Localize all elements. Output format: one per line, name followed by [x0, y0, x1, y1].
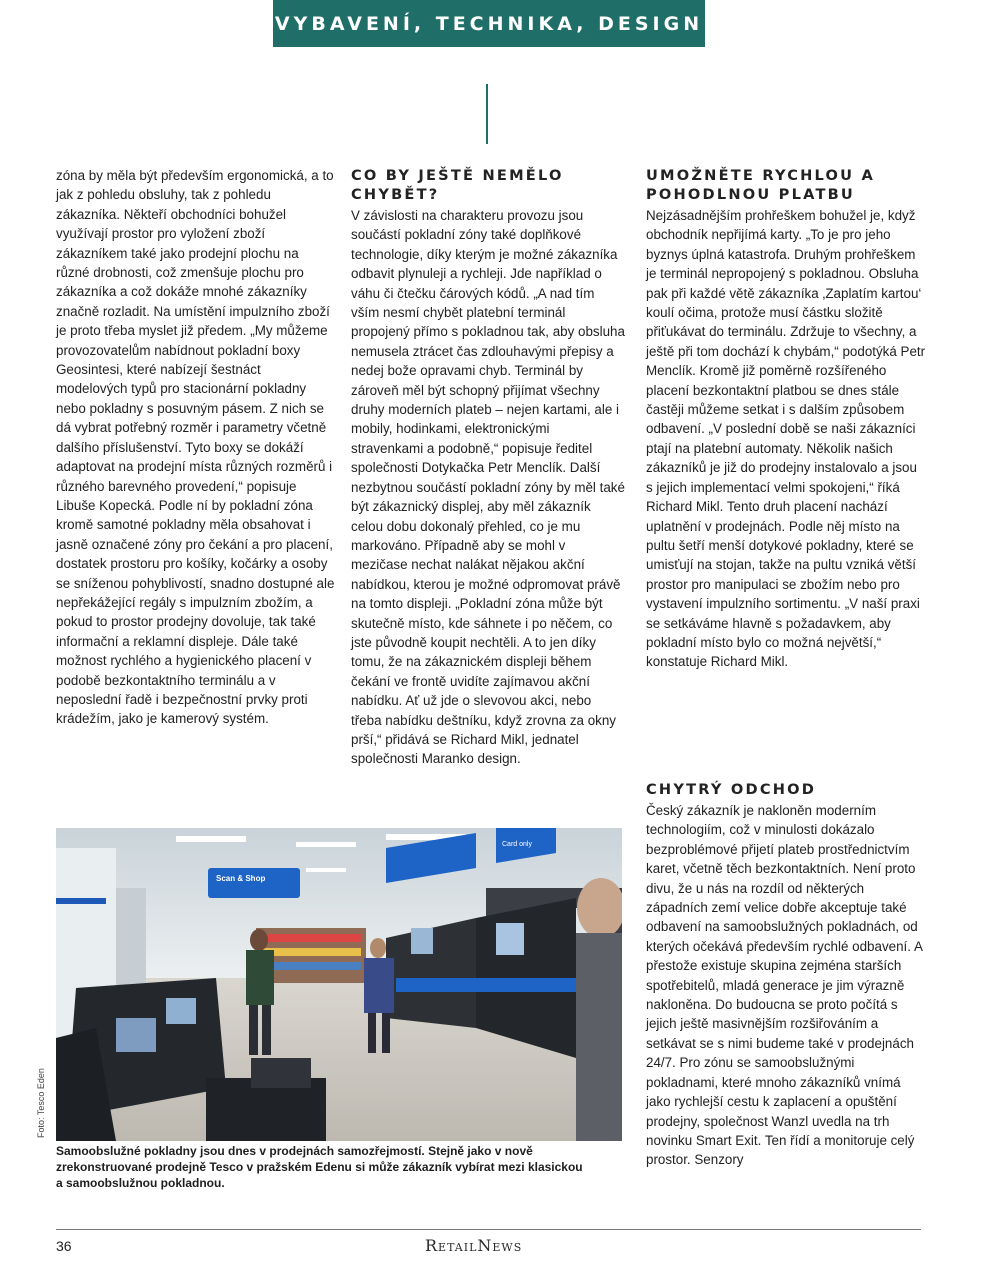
page-number: 36 — [56, 1238, 72, 1254]
section-banner — [273, 0, 705, 47]
photo-caption: Samoobslužné pokladny jsou dnes v prodejnách samozřejmostí. Stejně jako v nově zrekonstruované prodejně Tesco v pražském Edenu si může zákazník vybírat mezi klasickou a samoobslužnou pokladnou. — [56, 1144, 583, 1190]
column-2-text: V závislosti na charakteru provozu jsou součástí pokladní zóny také doplňkové technologie, díky kterým je možné zákazníka odbavit plynuleji a rychleji. Jde například o váhu či čtečku čárových kódů. „A nad tím vším nesmí chybět platební terminál propojený přímo s pokladnou tak, aby obsluha nemusela ztrácet čas zdlouhavými přepisy a nedej bože opravami chyb. Terminál by zároveň měl být schopný přijímat všechny druhy moderních plateb – nejen kartami, ale i mobily, hodinkami, elektronickými stravenkami a podobně,“ popisuje ředitel společnosti Dotykačka Petr Menclík. Další nezbytnou součástí pokladní zóny by měl také být zákaznický displej, aby měl zákazník celou dobu dokonalý přehled, co je mu markováno. Případně aby se mohl v mezičase nechat nalákat nějakou akční nabídkou, kterou je možné odpromovat právě na tomto displeji. „Pokladní zóna může být skutečně místo, kde sáhnete i po něčem, co jste původně koupit nechtěli. A to jen díky tomu, že na zákaznickém displeji během čekání ve frontě uvidíte zajímavou akční nabídku. Ať už jde o slevovou akci, nebo třeba nabídku deštníku, když zrovna za okny prší,“ přidává se Richard Mikl, jednatel společnosti Maranko design. — [351, 208, 625, 767]
column-1 — [56, 166, 335, 729]
column-3-text: Nejzásadnějším prohřeškem bohužel je, když obchodník nepřijímá karty. „To je pro jeho byznys úplná katastrofa. Druhým prohřeškem je terminál nepropojený s pokladnou. Obsluha pak při každé větě zákazníka ‚Zaplatím kartou‘ koulí očima, protože musí částku složitě přiťukávat do terminálu. Zdržuje to všechny, a ještě při tom dochází k chybám,“ podotýká Petr Menclík. Kromě již poměrně rozšířeného placení bezkontaktní platbou se dnes stále častěji můžeme setkat i s dalším způsobem odbavení. „V poslední době se naši zákazníci ptají na platební automaty. Několik našich zákazníků je již do prodejny instalovalo a jsou s jejich implementací velmi spokojeni,“ říká Richard Mikl. Tento druh placení nachází uplatnění v prodejnách. Podle něj místo na pultu šetří menší dotykové pokladny, které se umisťují na stojan, takže na pultu vzniká větší prostor pro manipulaci se zbožím nebo pro vystavení impulzního sortimentu. „V naší praxi se setkáváme hlavně s požadavkem, aby pokladní místo bylo co možná největší,“ konstatuje Richard Mikl. — [646, 208, 926, 670]
heading-platba: UMOŽNĚTE RYCHLOU A POHODLNOU PLATBU — [646, 167, 875, 203]
vertical-divider — [486, 84, 488, 144]
column-3-continued — [646, 780, 926, 1170]
heading-chytry-odchod: CHYTRÝ ODCHOD — [646, 781, 817, 798]
store-photo — [56, 828, 622, 1141]
column-1-text: zóna by měla být především ergonomická, a to jak z pohledu obsluhy, tak z pohledu zákazníka. Někteří obchodníci bohužel využívají prostor pro vyložení zboží zákazníkem také jako prodejní plochu na různé drobnosti, což zmenšuje plochu pro zákazníka a což dokáže mnohé zákazníky značně rozladit. Na umístění impulzního zboží je proto třeba myslet již předem. „My můžeme provozovatelům nabídnout pokladní boxy Geosintesi, které nabízejí šestnáct modelových typů pro stacionární pokladny nebo pokladny s posuvným pásem. Z nich se dá vybrat potřebný rozměr i parametry včetně dalšího příslušenství. Tyto boxy se dokáží adaptovat na prodejní místa různých rozměrů i různého barevného provedení,“ popisuje Libuše Kopecká. Podle ní by pokladní zóna kromě samotné pokladny měla obsahovat i jasně označené zóny pro čekání a pro placení, dostatek prostoru pro košíky, kočárky a osoby se sníženou pohyblivostí, snadno dostupné ale nepřekážející regály s impulzním zbožím, a pokud to prostor prodejny dovoluje, tak také informační a reklamní displeje. Dále také možnost rychlého a hygienického placení v podobě bezkontaktního terminálu a v neposlední řadě i bezpečnostní prvky proti krádežím, jako je kamerový systém. — [56, 168, 335, 727]
scan-shop-sign — [208, 868, 300, 898]
footer-rule — [56, 1229, 921, 1230]
column-3b-text: Český zákazník je nakloněn moderním technologiím, což v minulosti dokázalo bezproblémové přijetí plateb prostřednictvím karet, včetně těch bezkontaktních. Není proto divu, že u nás na rozdíl od některých západních zemí velice dobře akceptuje také odbavení na samoobslužných pokladnách, od kterých očekává především rychlé odbavení. A přestože existuje skupina zejména starších spotřebitelů, mladá generace je jim výrazně nakloněna. Do budoucna se proto počítá s jejich ještě masivnějším rozšiřováním a setkávat se s nimi budeme také v prodejnách 24/7. Pro zónu se samoobslužnými pokladnami, které mnoho zákazníků vnímá jako rychlejší cestu k zaplacení a opuštění prodejny, společnost Wanzl uvedla na trh novinku Smart Exit. Ten řídí a monitoruje celý prostor. Senzory — [646, 803, 923, 1168]
column-2 — [351, 166, 625, 769]
card-only-sign-text: Card only — [502, 841, 532, 848]
photo-credit: Foto: Tesco Eden — [36, 1068, 46, 1138]
publication-logo: RetailNews — [425, 1236, 523, 1255]
column-3 — [646, 166, 926, 672]
section-title: VYBAVENÍ, TECHNIKA, DESIGN — [274, 12, 704, 35]
scan-shop-sign-text: Scan & Shop — [216, 874, 266, 883]
heading-co-by-jeste: CO BY JEŠTĚ NEMĚLO CHYBĚT? — [351, 167, 564, 203]
